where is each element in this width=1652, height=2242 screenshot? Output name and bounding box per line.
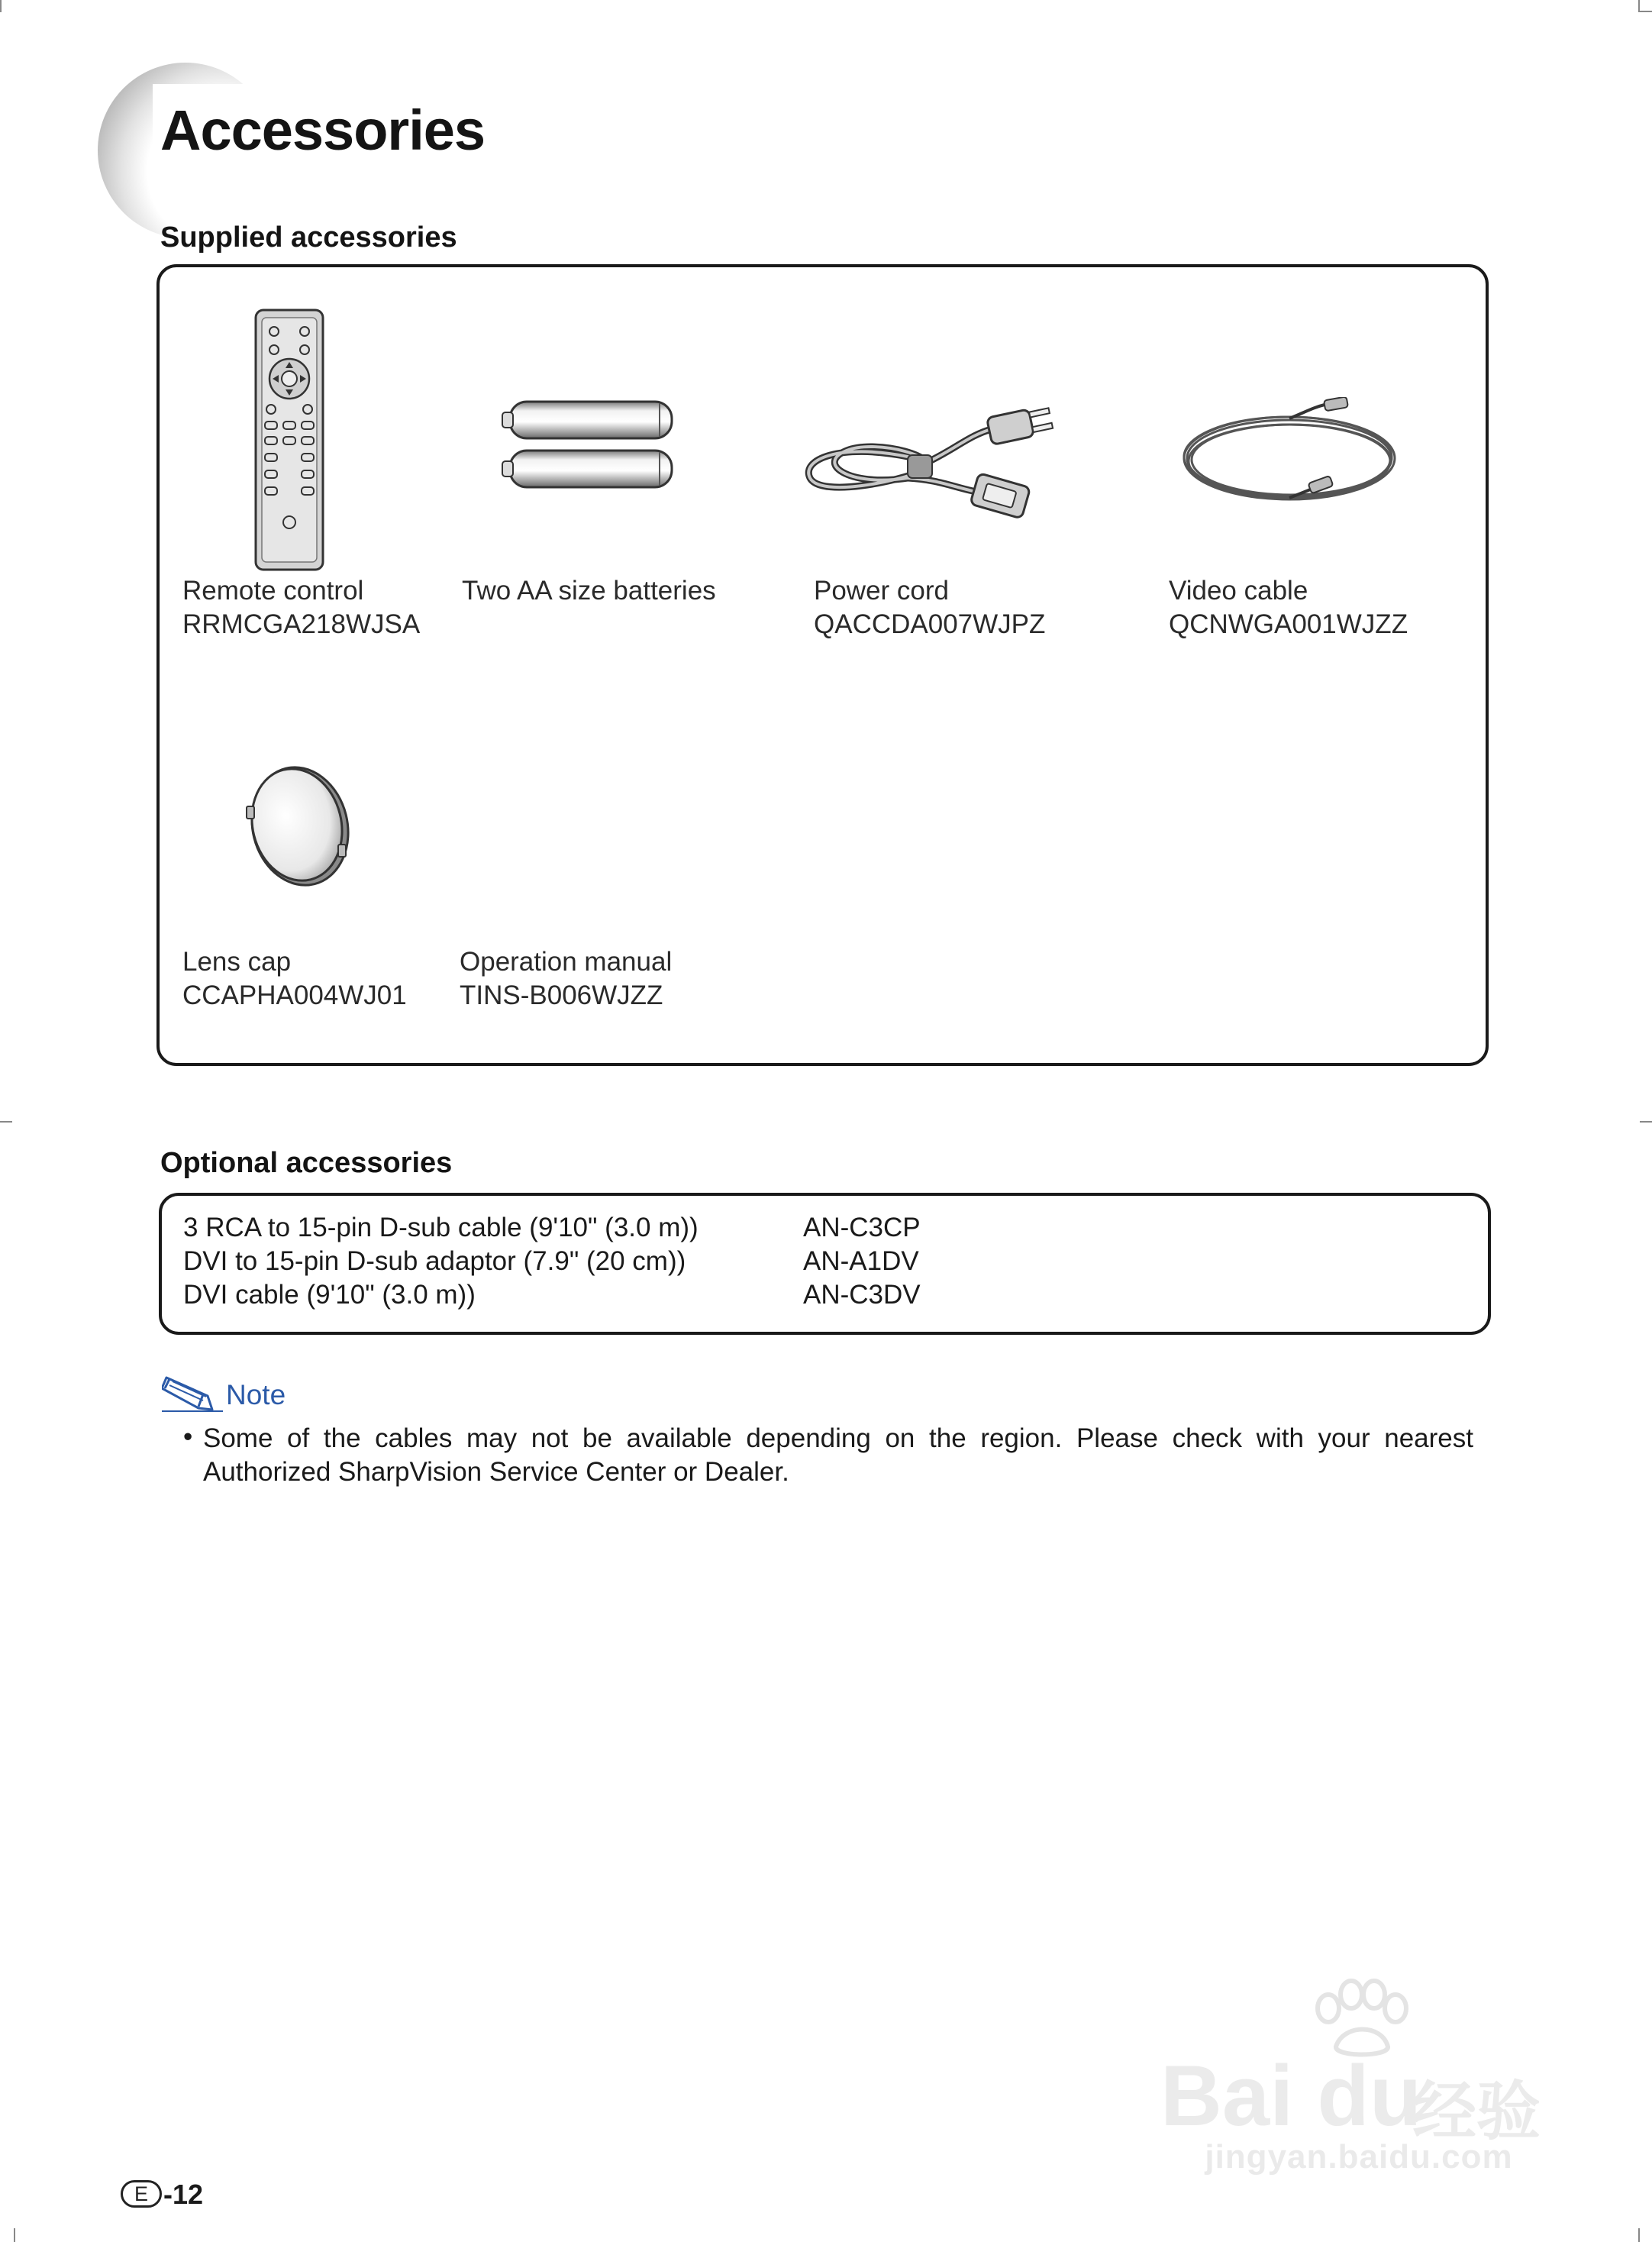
optional-description: 3 RCA to 15-pin D-sub cable (9'10" (3.0 m)) [183, 1213, 699, 1242]
optional-code: AN-C3CP [803, 1213, 921, 1242]
remote-control-icon [251, 307, 327, 574]
table-row [162, 1280, 1488, 1313]
optional-description: DVI to 15-pin D-sub adaptor (7.9" (20 cm)) [183, 1246, 686, 1276]
table-row [162, 1246, 1488, 1280]
crop-mark [0, 1121, 12, 1123]
supplied-accessories-heading: Supplied accessories [160, 221, 457, 254]
supplied-accessories-box [156, 264, 1489, 1066]
page-marker: E [121, 2180, 162, 2208]
watermark [1160, 1978, 1557, 2207]
optional-accessories-box [159, 1193, 1491, 1335]
crop-mark [1640, 11, 1652, 12]
video-cable-name: Video cable [1169, 576, 1308, 606]
page-title: Accessories [160, 99, 486, 162]
watermark-cn: 经验 [1412, 2076, 1541, 2147]
remote-control-code: RRMCGA218WJSA [182, 609, 421, 639]
optional-description: DVI cable (9'10" (3.0 m)) [183, 1280, 476, 1310]
watermark-brand: Bai du [1160, 2048, 1422, 2143]
note-bullet: • [183, 1422, 193, 1452]
batteries-name: Two AA size batteries [462, 576, 716, 606]
operation-manual-name: Operation manual [460, 947, 673, 977]
lens-cap-icon [242, 761, 357, 890]
table-row [162, 1213, 1488, 1246]
optional-code: AN-C3DV [803, 1280, 921, 1310]
optional-code: AN-A1DV [803, 1246, 919, 1276]
lens-cap-code: CCAPHA004WJ01 [182, 980, 407, 1010]
remote-control-name: Remote control [182, 576, 364, 606]
batteries-icon [499, 396, 682, 495]
power-cord-name: Power cord [814, 576, 950, 606]
crop-mark [0, 0, 2, 12]
power-cord-icon [793, 389, 1068, 519]
crop-mark [1640, 1121, 1652, 1123]
optional-accessories-heading: Optional accessories [160, 1147, 453, 1179]
video-cable-icon [1175, 397, 1404, 512]
lens-cap-name: Lens cap [182, 947, 292, 977]
video-cable-code: QCNWGA001WJZZ [1169, 609, 1408, 639]
note-label: Note [226, 1379, 286, 1410]
watermark-url: jingyan.baidu.com [1205, 2138, 1513, 2176]
operation-manual-code: TINS-B006WJZZ [460, 980, 663, 1010]
crop-mark [14, 2228, 15, 2242]
pencil-note-icon [162, 1371, 223, 1418]
crop-mark [1638, 2228, 1640, 2242]
note-text: Some of the cables may not be available depending on the region. Please check with your nearest Authorized SharpVision Service Center or Dealer. [203, 1423, 1473, 1487]
page-number-value: -12 [163, 2179, 204, 2210]
power-cord-code: QACCDA007WJPZ [814, 609, 1046, 639]
